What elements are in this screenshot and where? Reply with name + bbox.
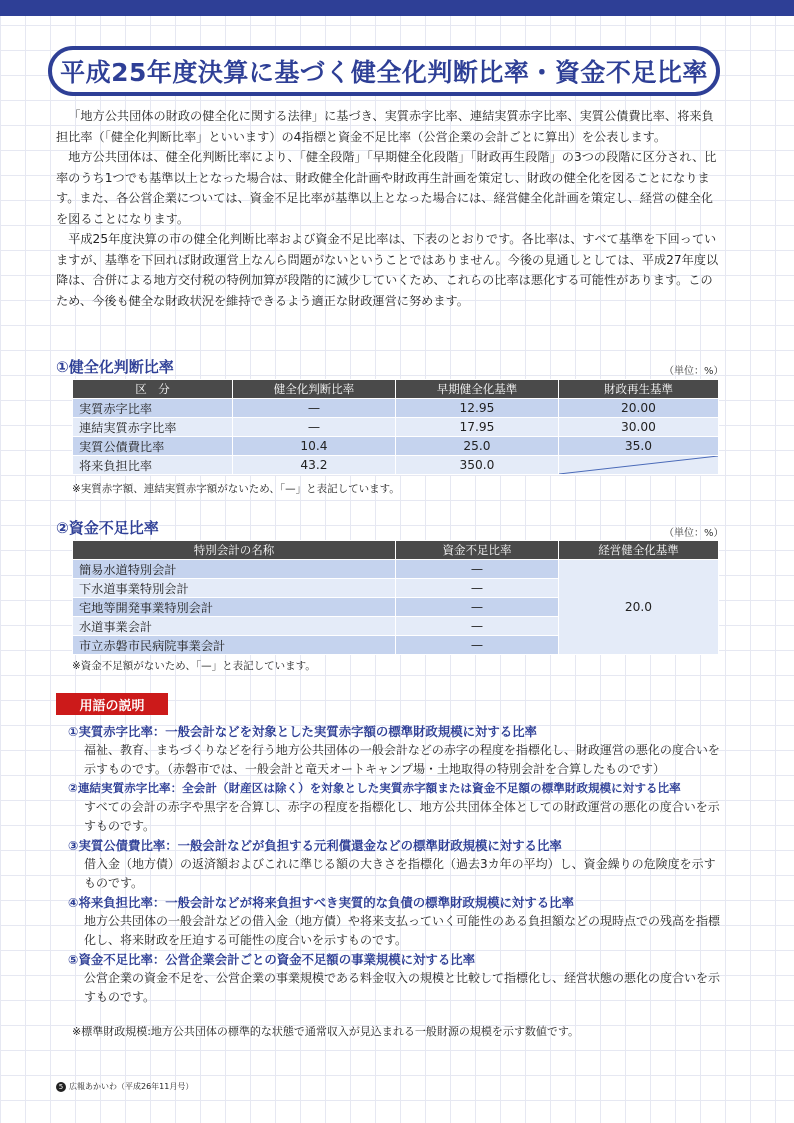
header-cell: 財政再生基準 [559,380,719,399]
section1-unit: （単位：%） [664,366,724,377]
account-name: 下水道事業特別会計 [73,579,396,598]
term-body: 公営企業の資金不足を、公営企業の事業規模である料金収入の規模と比較して指標化し、経営状態の悪化の度合いを示すものです。 [84,971,721,1004]
term-heading: ①実質赤字比率：一般会計などを対象とした実質赤字額の標準財政規模に対する比率 [68,724,537,739]
shortfall-value: — [396,617,559,636]
early-standard-value: 17.95 [396,418,559,437]
term-item [68,779,720,836]
early-standard-value: 350.0 [396,456,559,475]
header-cell: 健全化判断比率 [233,380,396,399]
section1-note: ※実質赤字額、連結実質赤字額がないため、「—」と表記しています。 [72,483,400,495]
table-header-row [73,541,719,560]
header-cell: 区 分 [73,380,233,399]
ratio-table [72,379,719,475]
term-heading: ③実質公債費比率：一般会計などが負担する元利償還金などの標準財政規模に対する比率 [68,838,562,853]
header-cell: 資金不足比率 [396,541,559,560]
terms-label: 用語の説明 [56,693,168,715]
diagonal-line [559,456,718,474]
shortfall-value: — [396,579,559,598]
footer-text: 広報あかいわ（平成26年11月号） [69,1082,194,1091]
row-label: 将来負担比率 [73,456,233,475]
term-heading: ④将来負担比率：一般会計などが将来負担すべき実質的な負債の標準財政規模に対する比率 [68,895,574,910]
term-item [68,836,720,893]
table-row [73,399,719,418]
intro-paragraph: 平成25年度決算の市の健全化判断比率および資金不足比率は、下表のとおりです。各比率は、すべて基準を下回っていますが、基準を下回れば財政運営上なんら問題がないということではありません。今後の見通しとしては、平成27年度以降は、合併による地方交付税の特例加算が段階的に減少していくため、これらの比率は悪化する可能性があります。このため、今後も健全な財政状況を維持できるよう適正な財政運営に努めます。 [56,232,719,308]
header-cell: 経営健全化基準 [559,541,719,560]
row-label: 実質赤字比率 [73,399,233,418]
shortfall-value: — [396,560,559,579]
table-row [73,418,719,437]
early-standard-value: 12.95 [396,399,559,418]
top-bar [0,0,794,16]
table-row [73,560,719,579]
term-body: 福祉、教育、まちづくりなどを行う地方公共団体の一般会計などの赤字の程度を指標化し、財政運営の悪化の度合いを示すものです。（赤磐市では、一般会計と竜天オートキャンプ場・土地取得の特別会計を合算したものです） [84,743,720,776]
term-body: 借入金（地方債）の返済額およびこれに準じる額の大きさを指標化（過去3カ年の平均）し、資金繰りの危険度を示すものです。 [84,857,716,890]
term-item [68,722,720,779]
footer [56,1081,193,1092]
term-heading: ⑤資金不足比率：公営企業会計ごとの資金不足額の事業規模に対する比率 [68,952,475,967]
section2-unit: （単位：%） [664,528,724,539]
rebuild-standard-value: 35.0 [559,437,719,456]
table-row [73,437,719,456]
rebuild-standard-value: 20.00 [559,399,719,418]
page-title: 平成25年度決算に基づく健全化判断比率・資金不足比率 [60,58,708,87]
early-standard-value: 25.0 [396,437,559,456]
term-item [68,950,720,1007]
table-row [73,456,719,475]
account-name: 宅地等開発事業特別会計 [73,598,396,617]
rebuild-standard-value: 30.00 [559,418,719,437]
ratio-value: 10.4 [233,437,396,456]
term-body: すべての会計の赤字や黒字を合算し、赤字の程度を指標化し、地方公共団体全体としての財政運営の悪化の度合いを示すものです。 [84,800,720,833]
intro-paragraph: 地方公共団体は、健全化判断比率により、「健全段階」「早期健全化段階」「財政再生段階」の3つの段階に区分され、比率のうち1つでも基準以上となった場合は、財政健全化計画や財政再生計画を策定し、財政の健全化を図ることになります。また、各公営企業については、資金不足比率が基準以上となった場合には、経営健全化計画を策定し、経営の健全化を図ることになります。 [56,150,717,226]
ratio-value: 43.2 [233,456,396,475]
ratio-value: — [233,399,396,418]
section2-heading: ②資金不足比率 [56,519,159,537]
section1-heading: ①健全化判断比率 [56,358,174,376]
title-box [48,46,720,96]
section2-note: ※資金不足額がないため、「—」と表記しています。 [72,660,316,672]
shortfall-table [72,540,719,655]
account-name: 簡易水道特別会計 [73,560,396,579]
term-body: 地方公共団体の一般会計などの借入金（地方債）や将来支払っていく可能性のある負担額などの現時点での残高を指標化し、将来財政を圧迫する可能性の度合いを示すものです。 [84,914,721,947]
intro-paragraph: 「地方公共団体の財政の健全化に関する法律」に基づき、実質赤字比率、連結実質赤字比率、実質公債費比率、将来負担比率（「健全化判断比率」といいます）の4指標と資金不足比率（公営企業の会計ごとに算出）を公表します。 [56,109,714,144]
row-label: 実質公債費比率 [73,437,233,456]
account-name: 市立赤磐市民病院事業会計 [73,636,396,655]
header-cell: 早期健全化基準 [396,380,559,399]
header-cell: 特別会計の名称 [73,541,396,560]
terms-list [68,722,720,1007]
term-item [68,893,720,950]
footnote: ※標準財政規模:地方公共団体の標準的な状態で通常収入が見込まれる一般財源の規模を示す数値です。 [72,1025,580,1038]
shortfall-value: — [396,598,559,617]
page-number: 5 [56,1082,66,1092]
table-header-row [73,380,719,399]
shortfall-value: — [396,636,559,655]
row-label: 連結実質赤字比率 [73,418,233,437]
term-heading: ②連結実質赤字比率：全会計（財産区は除く）を対象とした実質赤字額または資金不足額の標準財政規模に対する比率 [68,781,681,795]
intro-text [56,106,720,311]
account-name: 水道事業会計 [73,617,396,636]
diagonal-cell [559,456,719,475]
management-standard-value: 20.0 [559,560,719,655]
ratio-value: — [233,418,396,437]
